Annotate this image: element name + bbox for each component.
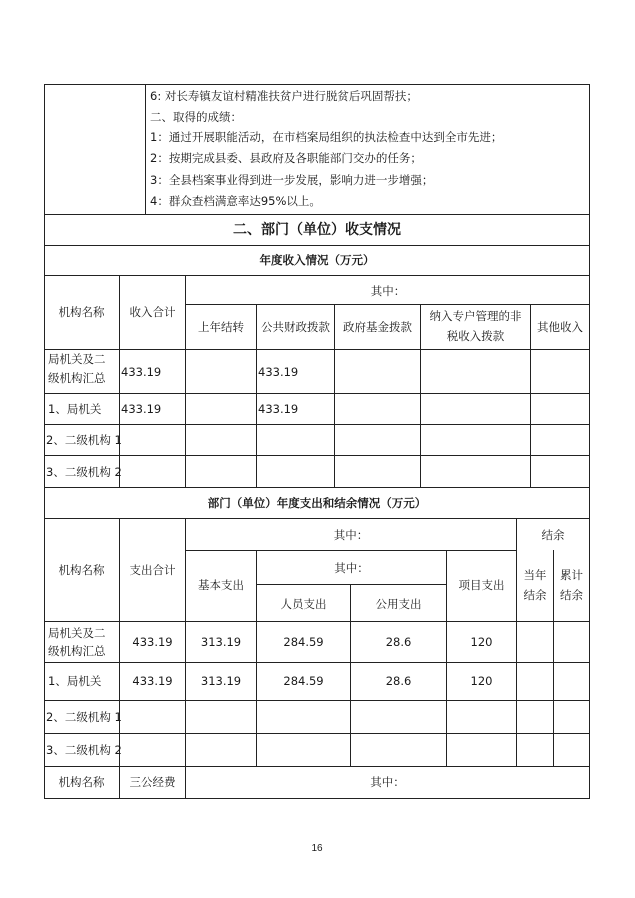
achievement-line: 1：通过开展职能活动，在市档案局组织的执法检查中达到全市先进； — [150, 130, 503, 144]
expense-row-name: 2、二级机构 1 — [46, 710, 122, 724]
expense-header-total: 支出合计 — [129, 563, 176, 577]
income-row-name: 局机关及二 — [48, 352, 106, 366]
expense-row-public: 28.6 — [385, 635, 412, 649]
expense-header-balance: 结余 — [541, 528, 565, 542]
expense-row-name: 级机构汇总 — [48, 644, 106, 658]
achievement-line: 6: 对长寿镇友谊村精准扶贫户进行脱贫后巩固帮扶； — [150, 89, 418, 103]
three-public-header-org: 机构名称 — [58, 775, 105, 789]
income-table-title: 年度收入情况（万元） — [259, 253, 375, 267]
income-row-total: 433.19 — [121, 402, 162, 416]
expense-header-current-balance: 当年 — [523, 568, 547, 582]
income-header-prev: 上年结转 — [198, 320, 244, 334]
expense-header-project: 项目支出 — [458, 578, 505, 592]
income-row-name: 3、二级机构 2 — [46, 465, 122, 479]
expense-row-project: 120 — [470, 635, 493, 649]
expense-header-personnel: 人员支出 — [280, 597, 327, 611]
three-public-header-among: 其中： — [370, 775, 405, 789]
expense-row-basic: 313.19 — [200, 635, 242, 649]
income-row-name: 1、局机关 — [48, 402, 102, 416]
expense-row-public: 28.6 — [385, 674, 412, 688]
income-header-nontax: 纳入专户管理的非 — [429, 309, 522, 323]
income-row-name: 级机构汇总 — [48, 371, 106, 385]
expense-header-public: 公用支出 — [375, 597, 422, 611]
expense-row-total: 433.19 — [132, 635, 173, 649]
expense-table-title: 部门（单位）年度支出和结余情况（万元） — [207, 496, 427, 510]
expense-row-name: 局机关及二 — [48, 626, 106, 640]
expense-row-name: 1、局机关 — [48, 674, 102, 688]
income-header-among: 其中： — [370, 284, 406, 298]
expense-header-accumulated-balance: 累计 — [560, 568, 583, 582]
income-header-other: 其他收入 — [537, 320, 583, 334]
income-header-org: 机构名称 — [58, 305, 105, 319]
expense-row-personnel: 284.59 — [283, 635, 324, 649]
expense-header-org: 机构名称 — [58, 563, 105, 577]
expense-header-among2: 其中： — [334, 561, 369, 575]
expense-row-total: 433.19 — [132, 674, 173, 688]
section-title: 二、部门（单位）收支情况 — [233, 222, 401, 238]
expense-header-basic: 基本支出 — [198, 578, 244, 592]
achievement-line: 4：群众查档满意率达95%以上。 — [150, 194, 321, 208]
income-row-name: 2、二级机构 1 — [46, 433, 122, 447]
income-header-nontax: 税收入拨款 — [446, 329, 505, 343]
expense-header-accumulated-balance: 结余 — [560, 588, 583, 602]
achievement-line: 2：按期完成县委、县政府及各职能部门交办的任务； — [150, 151, 422, 165]
achievement-line: 3：全县档案事业得到进一步发展，影响力进一步增强； — [150, 173, 434, 187]
income-header-total: 收入合计 — [129, 305, 176, 319]
income-header-fiscal: 公共财政拨款 — [261, 320, 330, 334]
achievements-heading: 二、取得的成绩： — [150, 110, 242, 124]
income-row-fiscal: 433.19 — [258, 365, 299, 379]
income-row-fiscal: 433.19 — [258, 402, 299, 416]
expense-row-personnel: 284.59 — [283, 674, 324, 688]
page-number: 16 — [311, 843, 323, 854]
income-header-fund: 政府基金拨款 — [343, 320, 412, 334]
expense-row-basic: 313.19 — [200, 674, 242, 688]
expense-header-current-balance: 结余 — [523, 588, 547, 602]
expense-row-project: 120 — [470, 674, 493, 688]
expense-row-name: 3、二级机构 2 — [46, 743, 122, 757]
three-public-header-total: 三公经费 — [129, 775, 176, 789]
expense-header-among: 其中： — [333, 528, 369, 542]
income-row-total: 433.19 — [121, 365, 162, 379]
